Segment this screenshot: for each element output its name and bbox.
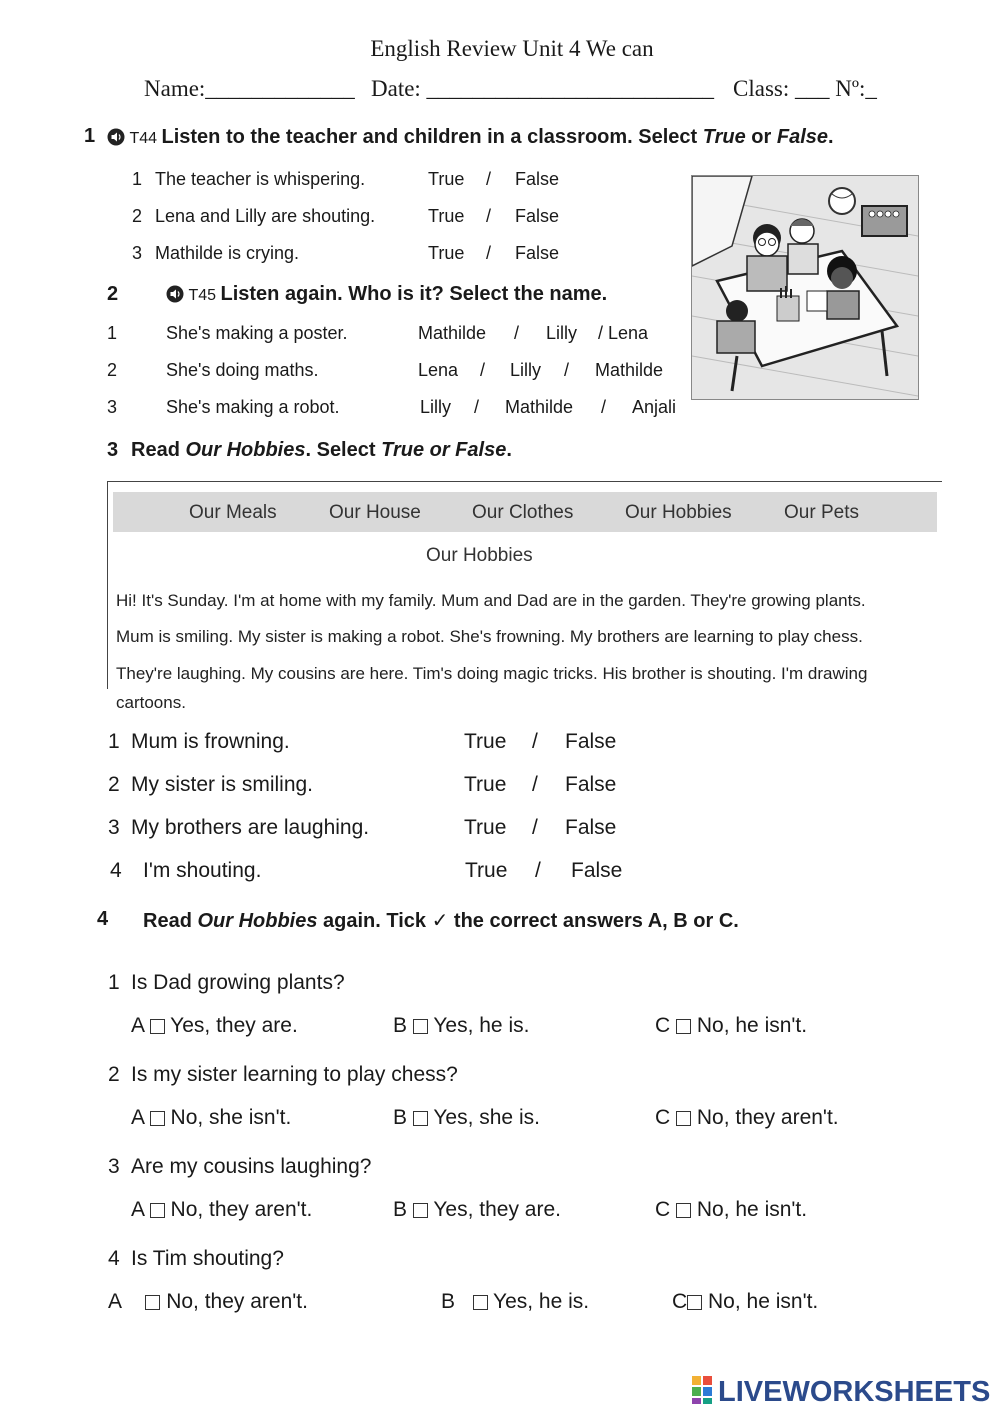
- option-text: Yes, they are.: [433, 1198, 561, 1221]
- option-separator: /: [480, 360, 486, 380]
- instruction-text: Listen again. Who is it? Select the name.: [220, 283, 608, 305]
- option-separator: /: [601, 397, 607, 417]
- our-hobbies-title-ref: Our Hobbies: [197, 910, 318, 932]
- classroom-illustration: [691, 175, 919, 400]
- instruction-text: again. Tick: [317, 910, 432, 932]
- select-word: . Select: [305, 439, 382, 461]
- instruction-or-word: or: [745, 126, 777, 148]
- section-3-number: 3: [107, 439, 119, 461]
- question-number: 2: [108, 1063, 120, 1086]
- passage-title: Our Hobbies: [426, 545, 533, 566]
- name-option[interactable]: Anjali: [632, 397, 677, 417]
- statement-text: Lena and Lilly are shouting.: [155, 206, 376, 226]
- checkbox[interactable]: [413, 1203, 428, 1218]
- option-text: No, they aren't.: [166, 1290, 308, 1313]
- name-option[interactable]: Lilly: [510, 360, 542, 380]
- checkbox[interactable]: [687, 1295, 702, 1310]
- checkbox[interactable]: [676, 1111, 691, 1126]
- option-separator: /: [486, 169, 492, 189]
- false-option[interactable]: False: [565, 730, 617, 753]
- logo-wordmark: LIVEWORKSHEETS: [718, 1376, 990, 1406]
- true-option[interactable]: True: [465, 859, 508, 882]
- option-separator: /: [535, 859, 541, 882]
- false-option[interactable]: False: [571, 859, 623, 882]
- statement-text: She's making a poster.: [166, 323, 348, 343]
- item-number: 3: [132, 243, 143, 263]
- read-word: Read: [131, 439, 186, 461]
- item-number: 1: [108, 730, 120, 753]
- true-option[interactable]: True: [464, 773, 507, 796]
- item-number: 2: [107, 360, 118, 380]
- item-number: 3: [108, 816, 120, 839]
- instruction-text: the correct answers A, B or C.: [448, 910, 739, 932]
- false-option[interactable]: False: [515, 243, 560, 263]
- passage-line: Mum is smiling. My sister is making a robot. She's frowning. My brothers are learning to play chess.: [116, 627, 863, 646]
- false-option[interactable]: False: [565, 816, 617, 839]
- worksheet-title: English Review Unit 4 We can: [370, 36, 654, 61]
- option-c[interactable]: [655, 1014, 807, 1038]
- passage-box-left-border: [107, 481, 108, 689]
- option-a[interactable]: [131, 1014, 298, 1038]
- checkbox[interactable]: [145, 1295, 160, 1310]
- question-number: 1: [108, 971, 120, 994]
- option-letter: C: [655, 1198, 671, 1221]
- true-option[interactable]: True: [428, 206, 465, 226]
- track-label: T45: [188, 287, 217, 304]
- checkbox[interactable]: [676, 1019, 691, 1034]
- option-text: Yes, she is.: [433, 1106, 540, 1129]
- true-option[interactable]: True: [428, 243, 465, 263]
- checkbox[interactable]: [150, 1203, 165, 1218]
- option-b[interactable]: [393, 1106, 540, 1130]
- passage-line: Hi! It's Sunday. I'm at home with my family. Mum and Dad are in the garden. They're growing plants.: [116, 591, 866, 610]
- classroom-drawing: [692, 176, 918, 399]
- option-text: No, he isn't.: [696, 1198, 808, 1221]
- tab-our-hobbies[interactable]: Our Hobbies: [625, 502, 732, 523]
- checkbox[interactable]: [150, 1111, 165, 1126]
- item-number: 3: [107, 397, 118, 417]
- option-text: Yes, he is.: [433, 1014, 530, 1037]
- option-a[interactable]: [131, 1106, 291, 1130]
- name-option[interactable]: / Lena: [598, 323, 649, 343]
- question-text: Are my cousins laughing?: [131, 1155, 372, 1178]
- passage-tab-bar: [113, 492, 937, 532]
- tab-our-pets[interactable]: Our Pets: [784, 502, 859, 523]
- statement-text: The teacher is whispering.: [155, 169, 366, 189]
- option-separator: /: [532, 773, 538, 796]
- name-option[interactable]: Lilly: [420, 397, 452, 417]
- option-a[interactable]: [131, 1198, 312, 1222]
- option-letter: B: [393, 1106, 408, 1129]
- statement-text: Mum is frowning.: [131, 730, 290, 753]
- tab-our-meals[interactable]: Our Meals: [189, 502, 277, 523]
- audio-speaker-icon[interactable]: [166, 285, 184, 303]
- section-1-number: 1: [84, 125, 96, 147]
- option-text: No, he isn't.: [708, 1290, 819, 1313]
- option-separator: /: [532, 816, 538, 839]
- option-letter: B: [393, 1198, 408, 1221]
- option-letter: A: [108, 1290, 123, 1313]
- audio-speaker-icon[interactable]: [107, 128, 125, 146]
- option-letter: B: [393, 1014, 408, 1037]
- option-letter: A: [131, 1014, 144, 1037]
- section-4-instruction: [143, 908, 739, 933]
- name-option[interactable]: Mathilde: [595, 360, 664, 380]
- checkbox[interactable]: [150, 1019, 165, 1034]
- item-number: 4: [110, 859, 122, 882]
- read-word: Read: [143, 910, 198, 932]
- option-letter: A: [131, 1198, 144, 1221]
- question-number: 3: [108, 1155, 120, 1178]
- option-b[interactable]: [441, 1290, 589, 1314]
- instruction-dot: .: [828, 126, 834, 148]
- section-2-number: 2: [107, 283, 119, 305]
- option-text: No, she isn't.: [170, 1106, 292, 1129]
- option-separator: /: [514, 323, 520, 343]
- question-text: Is Dad growing plants?: [131, 971, 345, 994]
- true-option[interactable]: True: [428, 169, 465, 189]
- logo-grid-icon: [692, 1376, 712, 1404]
- date-field-label[interactable]: Date: _________________________: [371, 76, 715, 101]
- section-1-instruction: [107, 126, 834, 149]
- false-option[interactable]: False: [515, 169, 560, 189]
- option-text: Yes, they are.: [170, 1014, 298, 1037]
- class-field-label[interactable]: Class: ___ Nº:_: [733, 76, 877, 101]
- option-letter: B: [441, 1290, 456, 1313]
- option-text: No, they aren't.: [696, 1106, 839, 1129]
- true-option[interactable]: True: [464, 816, 507, 839]
- name-option[interactable]: Lena: [418, 360, 459, 380]
- passage-line: They're laughing. My cousins are here. Tim's doing magic tricks. His brother is shouting. I'm drawing: [116, 664, 868, 683]
- question-text: Is my sister learning to play chess?: [131, 1063, 458, 1086]
- option-text: Yes, he is.: [493, 1290, 590, 1313]
- option-separator: /: [532, 730, 538, 753]
- option-letter: C: [655, 1106, 671, 1129]
- section-3-instruction: [131, 439, 512, 462]
- option-text: No, he isn't.: [696, 1014, 808, 1037]
- option-text: No, they aren't.: [170, 1198, 313, 1221]
- option-separator: /: [474, 397, 480, 417]
- liveworksheets-logo-mark: [690, 1374, 990, 1406]
- statement-text: Mathilde is crying.: [155, 243, 300, 263]
- item-number: 2: [132, 206, 143, 226]
- option-a[interactable]: [108, 1290, 308, 1314]
- true-or-false-words: True or False: [381, 439, 507, 461]
- option-b[interactable]: [393, 1198, 561, 1222]
- checkbox[interactable]: [413, 1019, 428, 1034]
- checkbox[interactable]: [473, 1295, 488, 1310]
- option-c[interactable]: [672, 1290, 818, 1314]
- option-b[interactable]: [393, 1014, 529, 1038]
- name-option[interactable]: Lilly: [546, 323, 578, 343]
- option-letter: A: [131, 1106, 144, 1129]
- tick-icon: ✓: [431, 910, 449, 932]
- statement-text: She's making a robot.: [166, 397, 340, 417]
- option-separator: /: [486, 206, 492, 226]
- section-4-number: 4: [97, 908, 109, 930]
- track-label: T44: [129, 130, 158, 147]
- option-separator: /: [486, 243, 492, 263]
- passage-box-top-border: [107, 481, 942, 482]
- tab-our-house[interactable]: Our House: [329, 502, 421, 523]
- option-letter: C: [655, 1014, 671, 1037]
- option-c[interactable]: [655, 1106, 839, 1130]
- false-option[interactable]: False: [565, 773, 617, 796]
- instruction-text: Listen to the teacher and children in a classroom. Select: [161, 126, 703, 148]
- statement-text: My brothers are laughing.: [131, 816, 370, 839]
- option-letter: C: [672, 1290, 688, 1313]
- instruction-false-word: False: [776, 126, 829, 148]
- instruction-true-word: True: [702, 126, 746, 148]
- question-text: Is Tim shouting?: [131, 1247, 284, 1270]
- passage-line: cartoons.: [116, 693, 186, 712]
- name-option[interactable]: Mathilde: [418, 323, 487, 343]
- liveworksheets-logo: [690, 1374, 990, 1406]
- tab-our-clothes[interactable]: Our Clothes: [472, 502, 574, 523]
- name-field-label[interactable]: Name:_____________: [144, 76, 355, 101]
- option-separator: /: [564, 360, 570, 380]
- our-hobbies-title-ref: Our Hobbies: [185, 439, 306, 461]
- true-option[interactable]: True: [464, 730, 507, 753]
- instruction-dot: .: [506, 439, 512, 461]
- checkbox[interactable]: [413, 1111, 428, 1126]
- name-option[interactable]: Mathilde: [505, 397, 574, 417]
- item-number: 2: [108, 773, 120, 796]
- section-2-instruction: [166, 283, 607, 306]
- statement-text: I'm shouting.: [143, 859, 262, 882]
- statement-text: She's doing maths.: [166, 360, 319, 380]
- statement-text: My sister is smiling.: [131, 773, 314, 796]
- false-option[interactable]: False: [515, 206, 560, 226]
- question-number: 4: [108, 1247, 120, 1270]
- checkbox[interactable]: [676, 1203, 691, 1218]
- option-c[interactable]: [655, 1198, 807, 1222]
- item-number: 1: [107, 323, 118, 343]
- item-number: 1: [132, 169, 143, 189]
